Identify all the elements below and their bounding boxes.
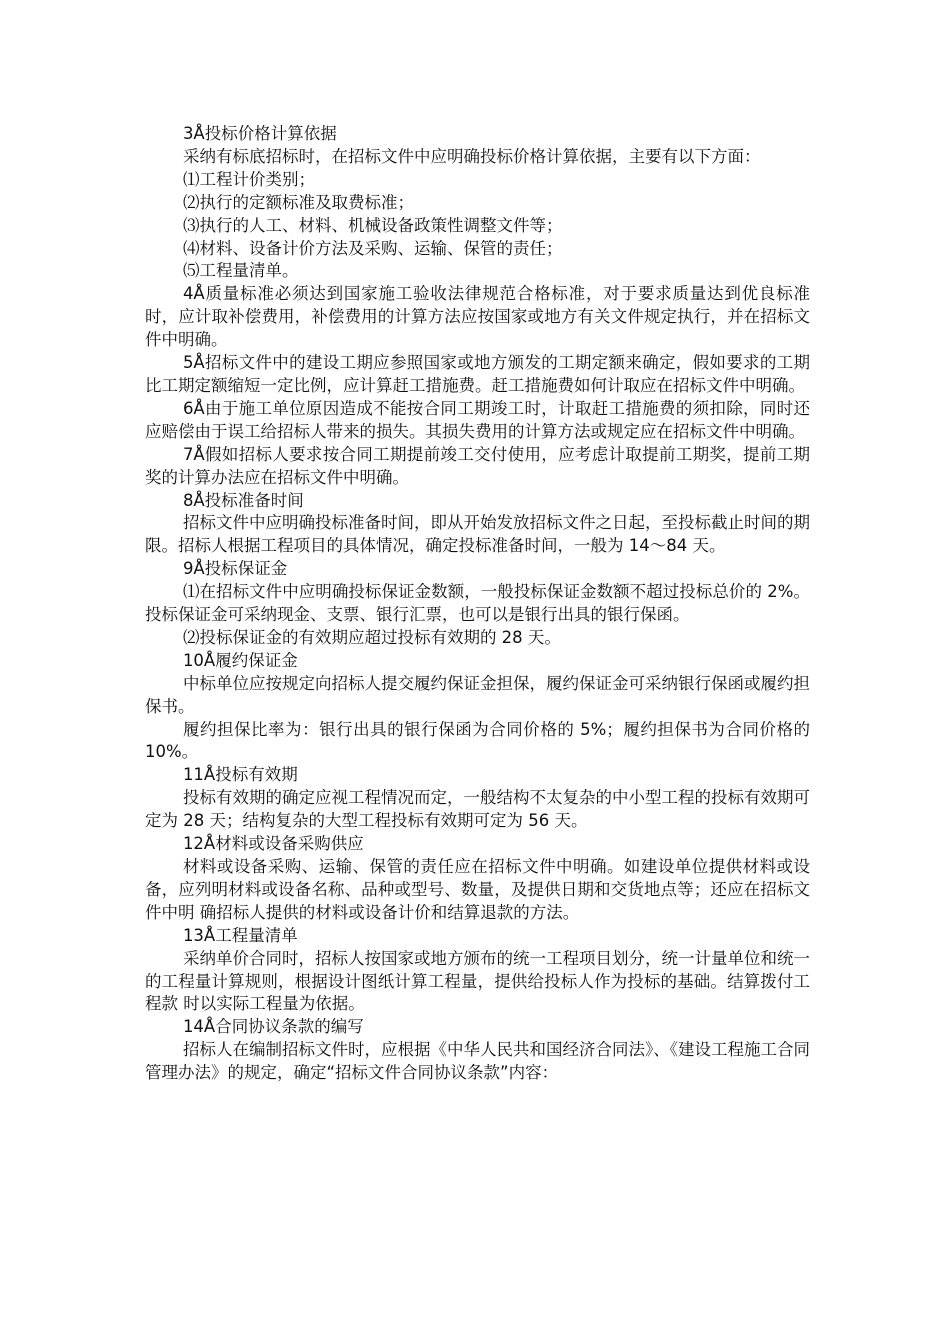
list-item: ⑸工程量清单。	[182, 261, 299, 281]
section-heading: 8Å投标准备时间	[182, 490, 304, 510]
section-heading: 13Å工程量清单	[182, 925, 298, 945]
paragraph: 招标文件中应明确投标准备时间，即从开始发放招标文件之日起，至投标截止时间的期限。招标人根据工程项目的具体情况，确定投标准备时间，一般为 14～84 天。	[145, 513, 810, 556]
paragraph: 5Å招标文件中的建设工期应参照国家或地方颁发的工期定额来确定，假如要求的工期比工期定额缩短一定比例，应计算赶工措施费。赶工措施费如何计取应在招标文件中明确。	[145, 353, 810, 395]
section-heading: 12Å材料或设备采购供应	[182, 834, 364, 854]
list-item: ⑵执行的定额标准及取费标准；	[182, 192, 414, 212]
paragraph: 6Å由于施工单位原因造成不能按合同工期竣工时，计取赶工措施费的须扣除，同时还应赔偿由于误工给招标人带来的损失。其损失费用的计算方法或规定应在招标文件中明确。	[145, 398, 810, 441]
paragraph: ⑵投标保证金的有效期应超过投标有效期的 28 天。	[182, 627, 561, 647]
paragraph: 中标单位应按规定向招标人提交履约保证金担保，履约保证金可采纳银行保函或履约担保书。	[145, 673, 810, 716]
paragraph: 投标有效期的确定应视工程情况而定，一般结构不太复杂的中小型工程的投标有效期可定为 28 天；结构复杂的大型工程投标有效期可定为 56 天。	[145, 788, 810, 831]
paragraph: 招标人在编制招标文件时，应根据《中华人民共和国经济合同法》、《建设工程施工合同管理办法》的规定，确定“招标文件合同协议条款”内容：	[145, 1040, 810, 1083]
list-item: ⑷材料、设备计价方法及采购、运输、保管的责任；	[182, 238, 563, 258]
paragraph: ⑴在招标文件中应明确投标保证金数额，一般投标保证金数额不超过投标总价的 2%。投标保证金可采纳现金、支票、银行汇票，也可以是银行出具的银行保函。	[145, 582, 810, 625]
list-item: ⑶执行的人工、材料、机械设备政策性调整文件等；	[182, 215, 563, 235]
paragraph: 采纳有标底招标时，在招标文件中应明确投标价格计算依据，主要有以下方面：	[182, 146, 761, 166]
paragraph: 7Å假如招标人要求按合同工期提前竣工交付使用，应考虑计取提前工期奖，提前工期奖的计算办法应在招标文件中明确。	[145, 444, 810, 487]
paragraph: 采纳单价合同时，招标人按国家或地方颁布的统一工程项目划分，统一计量单位和统一的工程量计算规则，根据设计图纸计算工程量，提供给投标人作为投标的基础。结算拨付工程款 时以实际工程量为依据。	[145, 948, 810, 1014]
paragraph: 履约担保比率为：银行出具的银行保函为合同价格的 5%；履约担保书为合同价格的 10%。	[145, 719, 810, 762]
section-heading: 11Å投标有效期	[182, 765, 298, 785]
document-body	[145, 123, 810, 1085]
paragraph: 材料或设备采购、运输、保管的责任应在招标文件中明确。如建设单位提供材料或设备，应列明材料或设备名称、品种或型号、数量，及提供日期和交货地点等；还应在招标文件中明 确招标人提供的材料或设备计价和结算退款的方法。	[145, 857, 810, 922]
section-heading: 10Å履约保证金	[182, 650, 298, 670]
list-item: ⑴工程计价类别；	[182, 169, 315, 189]
section-heading: 3Å投标价格计算依据	[182, 124, 337, 143]
section-heading: 14Å合同协议条款的编写	[182, 1017, 364, 1037]
paragraph: 4Å质量标准必须达到国家施工验收法律规范合格标准，对于要求质量达到优良标准时，应计取补偿费用，补偿费用的计算方法应按国家或地方有关文件规定执行，并在招标文件中明确。	[145, 284, 810, 350]
section-heading: 9Å投标保证金	[182, 559, 288, 579]
